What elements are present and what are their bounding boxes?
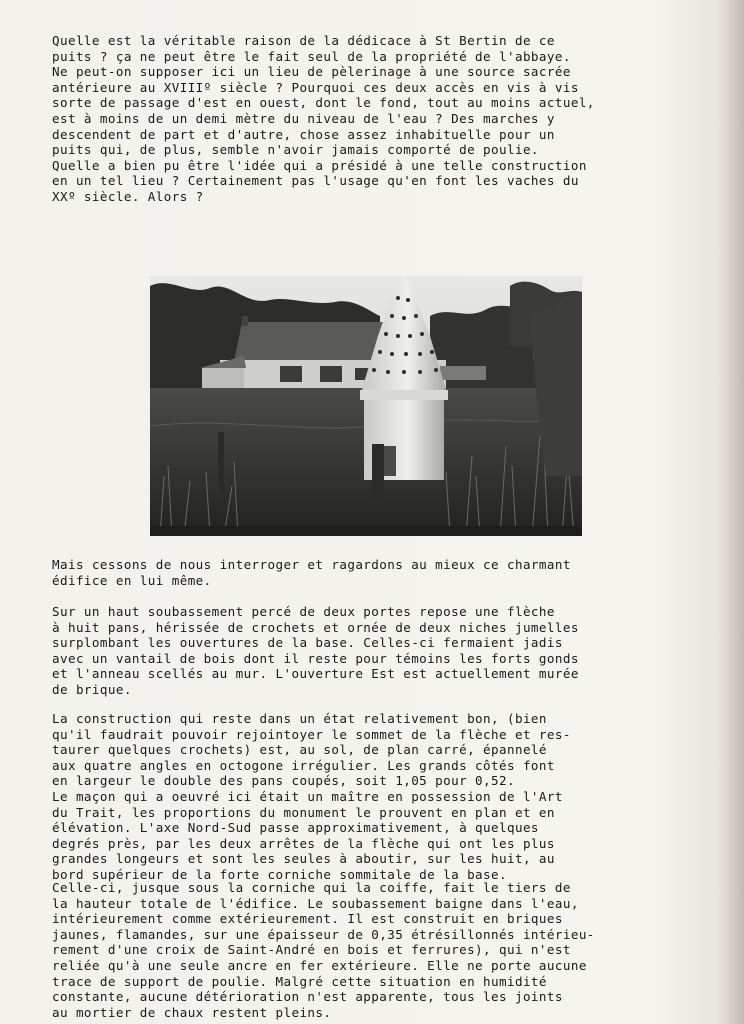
text-line: qu'il faudrait pouvoir rejointoyer le sommet de la flèche et res- xyxy=(52,726,571,742)
text-line: puits ? ça ne peut être le fait seul de la propriété de l'abbaye. xyxy=(52,48,571,64)
text-line: aux quatre angles en octogone irrégulier. Les grands côtés font xyxy=(52,757,555,773)
text-line: en largeur le double des pans coupés, soit 1,05 pour 0,52. xyxy=(52,773,515,789)
text-line: édifice en lui même. xyxy=(52,572,212,588)
text-line: rement d'une croix de Saint-André en bois et ferrures), qui n'est xyxy=(52,942,571,958)
paragraph-description xyxy=(52,604,692,698)
text-line: Celle-ci, jusque sous la corniche qui la coiffe, fait le tiers de xyxy=(52,880,571,895)
text-line: surplombant les ouvertures de la base. Celles-ci fermaient jadis xyxy=(52,635,563,651)
text-line: Sur un haut soubassement percé de deux portes repose une flèche xyxy=(52,604,555,619)
text-line: élévation. L'axe Nord-Sud passe approximativement, à quelques xyxy=(52,820,539,836)
photograph-well-tower xyxy=(150,276,582,536)
text-line: avec un vantail de bois dont il reste pour témoins les forts gonds xyxy=(52,650,579,666)
text-line: grandes longeurs et sont les seules à aboutir, sur les huit, au xyxy=(52,851,555,867)
text-line: Le maçon qui a oeuvré ici était un maître en possession de l'Art xyxy=(52,788,563,804)
text-line: antérieure au XVIIIº siècle ? Pourquoi ces deux accès en vis à vis xyxy=(52,79,579,95)
text-line: La construction qui reste dans un état relativement bon, (bien xyxy=(52,711,547,726)
text-line: taurer quelques crochets) est, au sol, de plan carré, épannelé xyxy=(52,742,547,758)
text-line: trace de support de poulie. Malgré cette situation en humidité xyxy=(52,973,547,989)
text-line: de brique. xyxy=(52,681,132,697)
text-line: degrés près, par les deux arrêtes de la flèche qui ont les plus xyxy=(52,835,555,851)
text-line: est à moins de un demi mètre du niveau de l'eau ? Des marches y xyxy=(52,110,555,126)
text-line: reliée qu'à une seule ancre en fer extérieure. Elle ne porte aucune xyxy=(52,957,587,973)
paragraph-construction xyxy=(52,711,692,883)
text-line: au mortier de chaux restent pleins. xyxy=(52,1004,332,1020)
text-line: Ne peut-on supposer ici un lieu de pèlerinage à une source sacrée xyxy=(52,64,571,80)
text-line: jaunes, flamandes, sur une épaisseur de 0,35 étrésillonnés intérieu- xyxy=(52,926,595,942)
paragraph-transition xyxy=(52,557,692,588)
text-line: puits qui, de plus, semble n'avoir jamais comporté de poulie. xyxy=(52,142,539,158)
text-line: Quelle est la véritable raison de la dédicace à St Bertin de ce xyxy=(52,33,555,48)
text-line: XXº siècle. Alors ? xyxy=(52,188,204,204)
text-line: Quelle a bien pu être l'idée qui a présidé à une telle construction xyxy=(52,157,587,173)
text-line: du Trait, les proportions du monument le prouvent en plan et en xyxy=(52,804,555,820)
text-line: constante, aucune détérioration n'est apparente, tous les joints xyxy=(52,989,563,1005)
text-line: Mais cessons de nous interroger et ragardons au mieux ce charmant xyxy=(52,557,571,572)
text-line: intérieurement comme extérieurement. Il est construit en briques xyxy=(52,911,563,927)
text-line: bord supérieur de la forte corniche sommitale de la base. xyxy=(52,866,507,882)
text-line: et l'anneau scellés au mur. L'ouverture Est est actuellement murée xyxy=(52,666,579,682)
paragraph-foundation xyxy=(52,880,692,1020)
text-line: descendent de part et d'autre, chose assez inhabituelle pour un xyxy=(52,126,555,142)
page-binding-shadow xyxy=(718,0,744,1024)
text-line: la hauteur totale de l'édifice. Le soubassement baigne dans l'eau, xyxy=(52,895,579,911)
paragraph-dedication-question xyxy=(52,33,692,205)
text-line: en un tel lieu ? Certainement pas l'usage qu'en font les vaches du xyxy=(52,173,579,189)
text-line: à huit pans, hérissée de crochets et ornée de deux niches jumelles xyxy=(52,619,579,635)
text-line: sorte de passage d'est en ouest, dont le fond, tout au moins actuel, xyxy=(52,95,595,111)
photo-illustration xyxy=(150,276,582,536)
